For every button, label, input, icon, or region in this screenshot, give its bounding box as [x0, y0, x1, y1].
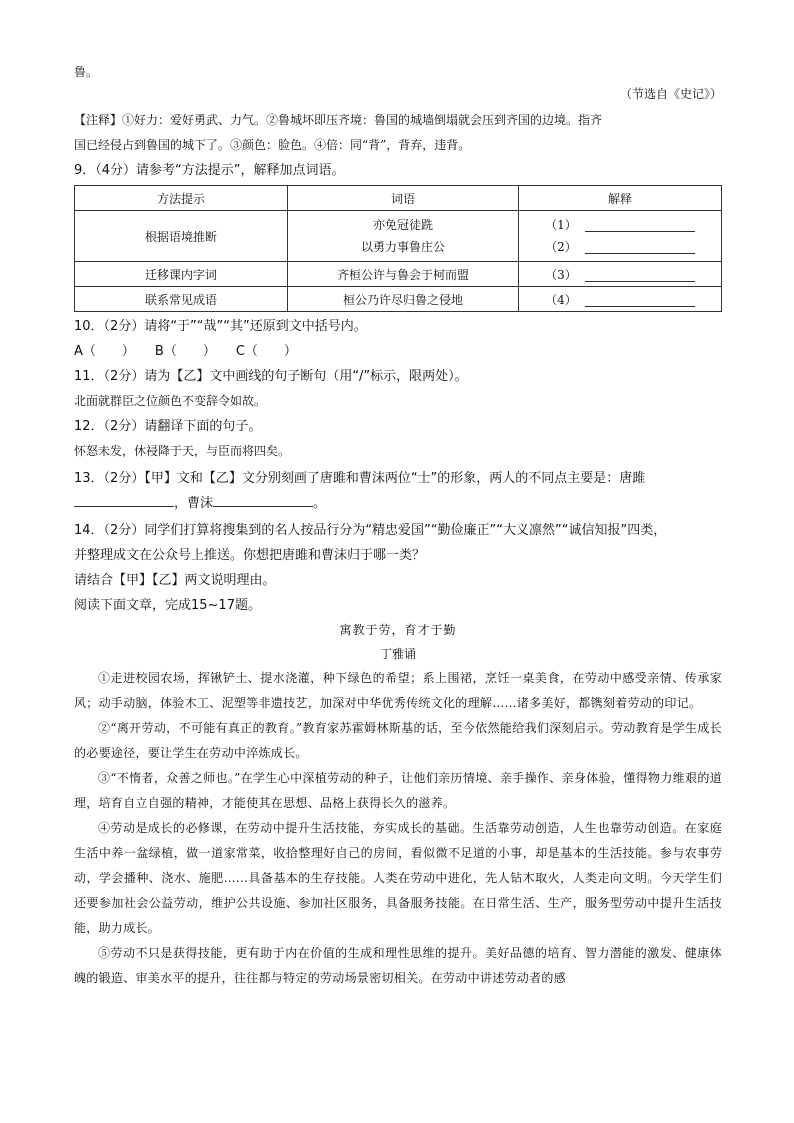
- q11-prompt: 11．（2分）请为【乙】文中画线的句子断句（用“/”标示，限两处）。: [74, 369, 468, 384]
- answer-blank-4[interactable]: （4）: [519, 287, 722, 312]
- q11-sentence: 北面就群臣之位颜色不变辞令如故。: [74, 394, 267, 408]
- table-header-row: [75, 186, 722, 211]
- document-page: [74, 60, 722, 991]
- q10-option-c[interactable]: C（ ）: [235, 344, 297, 359]
- q14-line-3: 请结合【甲】【乙】两文说明理由。: [74, 573, 276, 588]
- method-cell: 联系常见成语: [75, 287, 288, 312]
- q9-method-table: [74, 185, 722, 312]
- q13-mid-text: ，曹沫: [174, 496, 214, 511]
- table-row: [75, 262, 722, 287]
- reading-intro: 阅读下面文章，完成15~17题。: [74, 598, 261, 613]
- answer-blank-2[interactable]: （2）: [519, 236, 721, 258]
- q14-line-2: 并整理成文在公众号上推送。你想把唐雎和曹沫归于哪一类？: [74, 548, 426, 563]
- phrase-text: 以勇力事鲁庄公: [360, 240, 445, 254]
- q13-blank-tangju[interactable]: [74, 492, 174, 507]
- method-cell: 根据语境推断: [75, 211, 288, 262]
- notes-label: 【注释】: [74, 113, 123, 127]
- source-note: （节选自《史记》）: [619, 87, 722, 101]
- article-paragraph: ①走进校园农场，挥锹铲土、提水浇灌，种下绿色的希望；系上围裙，烹饪一桌美食，在劳动中感受亲情、传承家风；动手动脑，体验木工、泥塑等非遗技艺，加深对中华优秀传统文化的理解……诸多美好，都镌刻着劳动的印记。: [74, 671, 722, 710]
- phrase-text: 亦免冠徒跣: [372, 218, 433, 232]
- article-paragraph: ⑤劳动不只是获得技能，更有助于内在价值的生成和理性思维的提升。美好品德的培育、智力潜能的激发、健康体魄的锻造、审美水平的提升，往往都与特定的劳动场景密切相关。在劳动中讲述劳动者的感: [74, 946, 722, 985]
- article-title: 寓教于劳，育才于勤: [339, 623, 457, 637]
- q10-prompt: 10．（2分）请将“于”“哉”“其”还原到文中括号内。: [74, 319, 367, 334]
- q9-prompt: 9．（4分）请参考“方法提示”，解释加点词语。: [74, 163, 345, 178]
- q10-option-a[interactable]: A（ ）: [74, 344, 135, 359]
- answer-blank-1[interactable]: （1）: [519, 214, 721, 236]
- notes-line-2: 国已经侵占到鲁国的城下了。③颜色：脸色。④倍：同“背”，背弃，违背。: [74, 138, 471, 152]
- method-cell: 迁移课内字词: [75, 262, 288, 287]
- answer-cell: [519, 211, 722, 262]
- notes-text-1: ①好力：爱好勇武、力气。②鲁城坏即压齐境：鲁国的城墙倒塌就会压到齐国的边境。指齐: [122, 113, 603, 127]
- phrase-cell: 桓公乃许尽归鲁之侵地: [288, 287, 519, 312]
- q10-options: [74, 339, 722, 364]
- q12-prompt: 12．（2分）请翻译下面的句子。: [74, 419, 262, 434]
- table-row: [75, 287, 722, 312]
- phrase-cell: 齐桓公许与鲁会于柯而盟: [288, 262, 519, 287]
- table-header-cell: 词语: [288, 186, 519, 211]
- q12-sentence: 怀怒未发，休祲降于天，与臣而将四矣。: [74, 444, 291, 458]
- table-header-cell: 解释: [519, 186, 722, 211]
- article-paragraph: ③“不惰者，众善之师也。”在学生心中深植劳动的种子，让他们亲历情境、亲手操作、亲身体验，懂得物力维艰的道理，培育自立自强的精神，才能使其在思想、品格上获得长久的滋养。: [74, 771, 722, 810]
- q10-option-b[interactable]: B（ ）: [154, 344, 216, 359]
- article-paragraph: ②“离开劳动，不可能有真正的教育。”教育家苏霍姆林斯基的话，至今依然能给我们深刻启示。劳动教育是学生成长的必要途径，要让学生在劳动中淬炼成长。: [74, 721, 722, 760]
- phrase-cell: [288, 211, 519, 262]
- q13-line-2: [74, 491, 722, 516]
- q13-line-1: 13．（2分）【甲】文和【乙】文分别刻画了唐雎和曹沫两位“士”的形象，两人的不同点主要是：唐雎: [74, 471, 646, 486]
- answer-blank-3[interactable]: （3）: [519, 262, 722, 287]
- q13-end-text: 。: [313, 496, 327, 511]
- table-header-cell: 方法提示: [75, 186, 288, 211]
- q13-blank-caomo[interactable]: [213, 492, 313, 507]
- article-paragraph: ④劳动是成长的必修课，在劳动中提升生活技能，夯实成长的基础。生活靠劳动创造，人生也靠劳动创造。在家庭生活中养一盆绿植，做一道家常菜，收拾整理好自己的房间，看似微不足道的小事，却是基本的生活技能。参与农事劳动，学会播种、浇水、施肥……具备基本的生存技能。人类在劳动中进化，先人钻木取火，人类走向文明。今天学生们还要参加社会公益劳动，维护公共设施、参加社区服务，具备服务技能。在日常生活、生产，服务型劳动中提升生活技能，助力成长。: [74, 821, 722, 935]
- notes-line-1: [74, 108, 722, 133]
- article-author: 丁雅诵: [379, 647, 416, 661]
- top-fragment: 鲁。: [74, 65, 99, 79]
- table-row: [75, 211, 722, 262]
- q14-line-1: 14．（2分）同学们打算将搜集到的名人按品行分为“精忠爱国”“勤俭廉正”“大义凛然”“诚信知报”四类，: [74, 523, 667, 538]
